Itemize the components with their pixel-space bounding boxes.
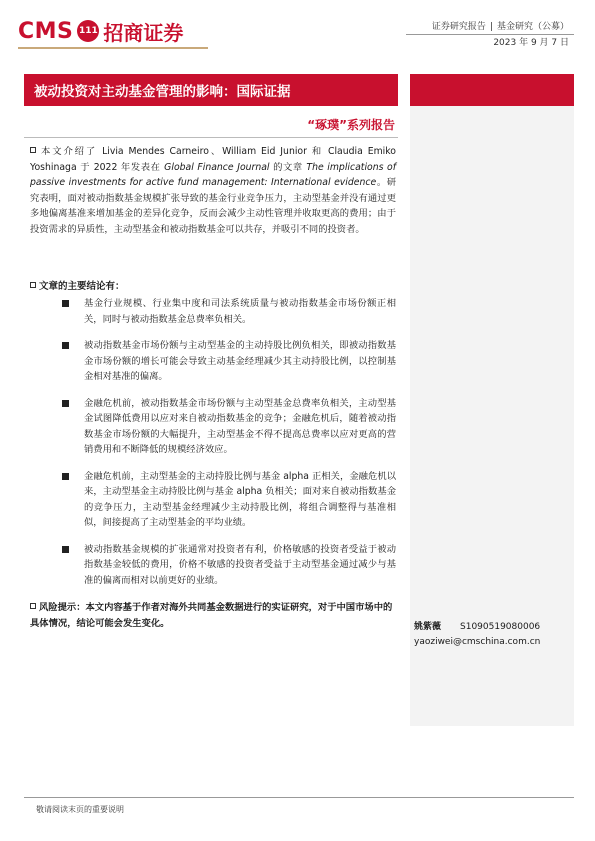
company-logo [18, 16, 183, 46]
risk-warning [30, 600, 398, 631]
list-item [60, 542, 396, 589]
report-type: 证券研究报告 [431, 22, 486, 32]
conclusions-heading [30, 278, 125, 292]
square-bullet-icon [30, 603, 36, 609]
logo-cn-text: 招商证券 [103, 20, 184, 45]
sidebar-header-bar [410, 74, 574, 106]
list-item [60, 338, 396, 385]
square-bullet-icon [30, 282, 36, 288]
report-date: 2023 年 9 月 7 日 [493, 38, 569, 48]
logo-badge-icon: 111 [77, 20, 99, 42]
report-category: 基金研究（公募） [496, 22, 569, 32]
series-divider [24, 137, 398, 138]
analyst-info [414, 620, 574, 650]
abstract [30, 144, 396, 237]
analyst-email[interactable]: yaoziwei@cmschina.com.cn [414, 637, 541, 647]
square-bullet-icon [30, 147, 36, 153]
list-item-text: 金融危机前，主动型基金的主动持股比例与基金 alpha 正相关，金融危机以来，主动型基金主动持股比例与基金 alpha 负相关；面对来自被动指数基金的竞争压力，主动型基金经理减少主动持股比例，将组合调整得与基准相似，间接提高了主动型基金的平均业绩。 [84, 470, 396, 528]
title-bar [24, 74, 398, 106]
filled-square-bullet-icon [62, 546, 69, 553]
filled-square-bullet-icon [62, 473, 69, 480]
report-title: 被动投资对主动基金管理的影响：国际证据 [34, 84, 291, 100]
list-item [60, 469, 396, 531]
conclusions-list [60, 296, 396, 599]
list-item-text: 被动指数基金规模的扩张通常对投资者有利，价格敏感的投资者受益于被动指数基金较低的费用，价格不敏感的投资者受益于主动型基金通过减少与基准的偏离而相对以前更好的业绩。 [84, 543, 396, 586]
filled-square-bullet-icon [62, 300, 69, 307]
abstract-part2: 的文章 [269, 161, 307, 173]
list-item-text: 被动指数基金市场份额与主动型基金的主动持股比例负相关，即被动指数基金市场份额的增长可能会导致主动基金经理减少其主动持股比例，以控制基金相对基准的偏离。 [84, 340, 396, 382]
filled-square-bullet-icon [62, 342, 69, 349]
footer-divider [24, 797, 574, 798]
analyst-name: 姚紫薇 [414, 622, 442, 632]
logo-cms-text: CMS [18, 18, 74, 44]
abstract-part3: 。研究表明，面对被动指数基金规模扩张导致的基金行业竞争压力，主动型基金并没有通过更多地偏离基准来增加基金的差异化竞争，反而会减少主动性管理并收取更高的费用；由于投资需求的异质性，主动型基金和被动指数基金可以共存，并吸引不同的投资者。 [30, 177, 396, 235]
journal-name: Global Finance Journal [164, 161, 270, 173]
list-item [60, 396, 396, 458]
article-title: The implications of passive investments for active fund management: International evidence [30, 161, 396, 188]
footer-note: 敬请阅读末页的重要说明 [36, 805, 124, 814]
abstract-part1: 本文介绍了 Livia Mendes Carneiro、William Eid Junior 和 Claudia Emiko Yoshinaga 于 2022 年发表在 [30, 146, 396, 173]
analyst-license: S1090519080006 [460, 622, 541, 632]
list-item-text: 金融危机前，被动指数基金市场份额与主动型基金总费率负相关，主动型基金试图降低费用以应对来自被动指数基金的竞争；金融危机后，随着被动指数基金市场份额的大幅提升，主动型基金不得不提高总费率以应对更高的营销费用和不断降低的规模经济效应。 [84, 397, 396, 455]
filled-square-bullet-icon [62, 400, 69, 407]
risk-text: 风险提示：本文内容基于作者对海外共同基金数据进行的实证研究，对于中国市场中的具体情况，结论可能会发生变化。 [30, 602, 393, 629]
header-meta: 证券研究报告 | 基金研究（公募） 2023 年 9 月 7 日 [432, 19, 569, 51]
list-item [60, 296, 396, 327]
list-item-text: 基金行业规模、行业集中度和司法系统质量与被动指数基金市场份额正相关，同时与被动指数基金总费率负相关。 [84, 298, 396, 325]
series-label: “琢璞”系列报告 [307, 118, 395, 132]
header-divider [406, 34, 574, 35]
logo-underline [18, 47, 208, 49]
conclusions-heading-text: 文章的主要结论有： [39, 281, 125, 292]
